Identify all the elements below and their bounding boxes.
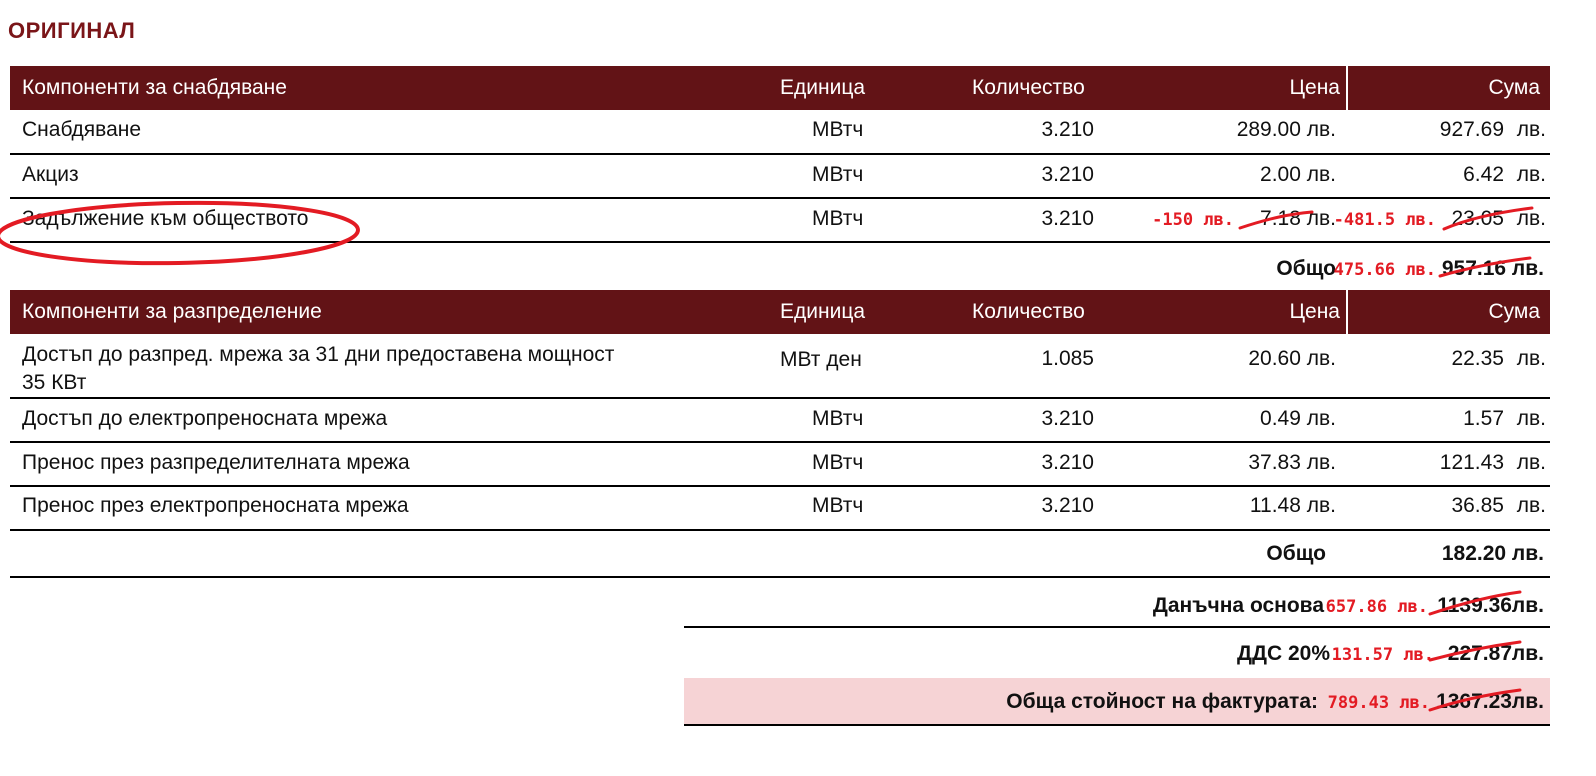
row-name-line2: 35 КВт — [22, 371, 87, 394]
sum-column-header: Сума — [1488, 300, 1540, 323]
row-price: 11.48 лв. — [1249, 494, 1336, 517]
row-qty: 3.210 — [1041, 451, 1094, 474]
vat-currency: лв. — [1511, 642, 1544, 665]
row-price: 2.00 лв. — [1260, 163, 1336, 186]
row-currency: лв. — [1516, 207, 1546, 230]
row-divider — [10, 241, 1550, 243]
row-name: Пренос през електропреносната мрежа — [22, 494, 409, 517]
row-qty: 3.210 — [1041, 163, 1094, 186]
row-sum: 22.35 — [1451, 347, 1504, 370]
row-price: 20.60 лв. — [1248, 347, 1336, 370]
supply-total-row — [10, 255, 1550, 285]
supply-table-header — [10, 66, 1550, 110]
row-divider — [10, 441, 1550, 443]
row-divider — [684, 626, 1550, 628]
invoice-total-currency: лв. — [1511, 690, 1544, 713]
row-unit: МВтч — [812, 207, 864, 230]
invoice-total-row — [10, 688, 1550, 718]
row-divider — [10, 397, 1550, 399]
total-label: Общо — [1266, 542, 1326, 565]
row-unit: МВтч — [812, 118, 864, 141]
price-column-header: Цена — [1289, 76, 1340, 99]
invoice-total-struck: 1367.23 — [1436, 690, 1512, 713]
row-divider — [10, 485, 1550, 487]
row-unit: МВтч — [812, 407, 864, 430]
tax-base-label: Данъчна основа — [1152, 594, 1324, 617]
handwritten-new-price: -150 лв. — [1152, 210, 1234, 230]
row-name: Снабдяване — [22, 118, 142, 141]
row-price: 289.00 лв. — [1236, 118, 1336, 141]
row-currency: лв. — [1516, 407, 1546, 430]
handwritten-new-vat: 131.57 лв. — [1331, 645, 1434, 665]
row-unit: МВтч — [812, 451, 864, 474]
row-divider — [684, 724, 1550, 726]
table-row — [10, 343, 1550, 399]
row-qty: 3.210 — [1041, 407, 1094, 430]
handwritten-new-sum: -481.5 лв. — [1333, 210, 1436, 230]
price-column-header: Цена — [1289, 300, 1340, 323]
table-row — [10, 163, 1550, 199]
qty-column-header: Количество — [972, 300, 1085, 323]
row-price: 37.83 лв. — [1248, 451, 1336, 474]
row-qty: 3.210 — [1041, 118, 1094, 141]
row-unit: МВтч — [812, 163, 864, 186]
document-title: ОРИГИНАЛ — [8, 18, 136, 43]
row-sum: 121.43 — [1439, 451, 1504, 474]
row-divider — [10, 153, 1550, 155]
invoice-total-label: Обща стойност на фактурата: — [1006, 690, 1318, 713]
row-price: 0.49 лв. — [1260, 407, 1336, 430]
table-row — [10, 407, 1550, 443]
tax-base-row — [10, 592, 1550, 622]
row-qty: 3.210 — [1041, 494, 1094, 517]
row-qty: 3.210 — [1041, 207, 1094, 230]
header-divider — [1346, 290, 1348, 334]
vat-label: ДДС 20% — [1237, 642, 1330, 665]
distribution-total: 182.20 лв. — [1441, 542, 1544, 565]
handwritten-new-invoice-total: 789.43 лв. — [1327, 693, 1430, 713]
row-unit: МВтч — [812, 494, 864, 517]
vat-row — [10, 640, 1550, 670]
table-row — [10, 118, 1550, 154]
table-row — [10, 494, 1550, 530]
tax-base-struck: 1139.36 — [1437, 594, 1512, 617]
supply-total-struck: 957.16 лв. — [1441, 257, 1544, 280]
unit-column-header: Единица — [780, 76, 866, 99]
row-divider — [10, 576, 1550, 578]
table-row-obligation — [10, 207, 1550, 243]
qty-column-header: Количество — [972, 76, 1085, 99]
supply-header-label: Компоненти за снабдяване — [22, 76, 287, 99]
table-row — [10, 451, 1550, 487]
row-unit: МВт ден — [780, 348, 862, 371]
row-name: Достъп до разпред. мрежа за 31 дни предоставена мощност — [22, 343, 615, 366]
sum-column-header: Сума — [1488, 76, 1540, 99]
row-name: Пренос през разпределителната мрежа — [22, 451, 410, 474]
row-currency: лв. — [1516, 118, 1546, 141]
row-name: Акциз — [22, 163, 79, 186]
row-sum: 6.42 — [1463, 163, 1504, 186]
row-name: Достъп до електропреносната мрежа — [22, 407, 388, 430]
row-currency: лв. — [1516, 494, 1546, 517]
distribution-total-row — [10, 540, 1550, 570]
total-label: Общо — [1276, 257, 1336, 280]
distribution-header-label: Компоненти за разпределение — [22, 300, 322, 323]
row-sum: 1.57 — [1463, 407, 1504, 430]
header-divider — [1346, 66, 1348, 110]
vat-struck: 227.87 — [1447, 642, 1512, 665]
unit-column-header: Единица — [780, 300, 866, 323]
row-divider — [10, 197, 1550, 199]
handwritten-new-total: 475.66 лв. — [1333, 260, 1436, 280]
row-qty: 1.085 — [1041, 347, 1094, 370]
distribution-table-header — [10, 290, 1550, 334]
handwritten-new-tax-base: 657.86 лв. — [1325, 597, 1428, 617]
row-sum-struck: 23.05 — [1451, 207, 1504, 230]
row-price-struck: 7.18 лв. — [1260, 207, 1336, 230]
tax-base-currency: лв. — [1511, 594, 1544, 617]
row-name: Задължение към обществото — [22, 207, 309, 230]
row-sum: 36.85 — [1451, 494, 1504, 517]
row-divider — [10, 529, 1550, 531]
row-currency: лв. — [1516, 451, 1546, 474]
row-currency: лв. — [1516, 347, 1546, 370]
row-currency: лв. — [1516, 163, 1546, 186]
row-sum: 927.69 — [1439, 118, 1504, 141]
